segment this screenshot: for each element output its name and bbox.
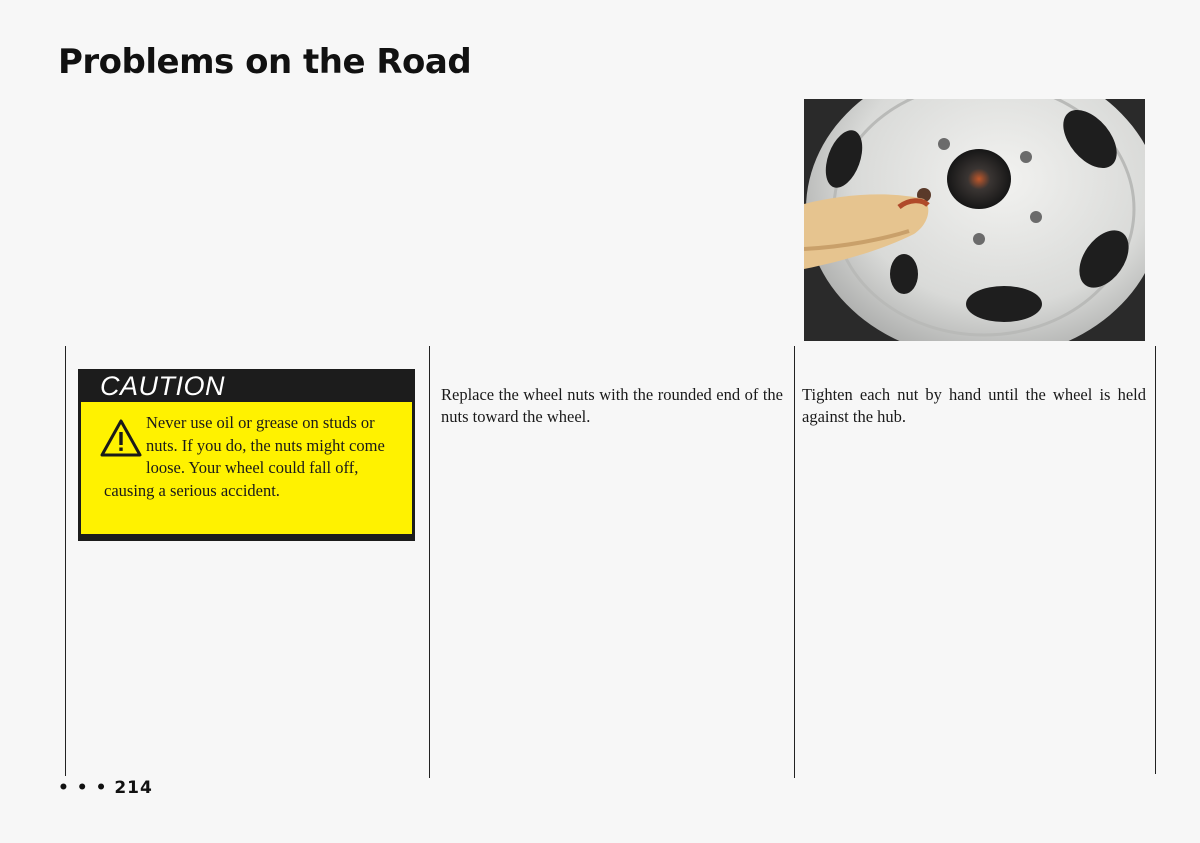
column-divider-right	[794, 346, 795, 778]
column-divider-middle	[429, 346, 430, 778]
right-column-text: Tighten each nut by hand until the wheel is held against the hub.	[802, 385, 1146, 426]
wheel-hub-photo	[804, 99, 1145, 341]
caution-body	[81, 402, 412, 534]
warning-triangle-icon	[100, 418, 142, 458]
page-title: Problems on the Road	[58, 42, 472, 82]
column-divider-edge	[1155, 346, 1156, 774]
caution-text: Never use oil or grease on studs or nuts. If you do, the nuts might come loose. Your wheel could fall off, causing a serious accident.	[104, 413, 385, 500]
caution-heading: CAUTION	[100, 371, 225, 401]
caution-box	[78, 369, 415, 541]
middle-column-text: Replace the wheel nuts with the rounded end of the nuts toward the wheel.	[441, 385, 783, 426]
column-divider-left	[65, 346, 66, 776]
page-number: • • • 214	[58, 778, 153, 798]
